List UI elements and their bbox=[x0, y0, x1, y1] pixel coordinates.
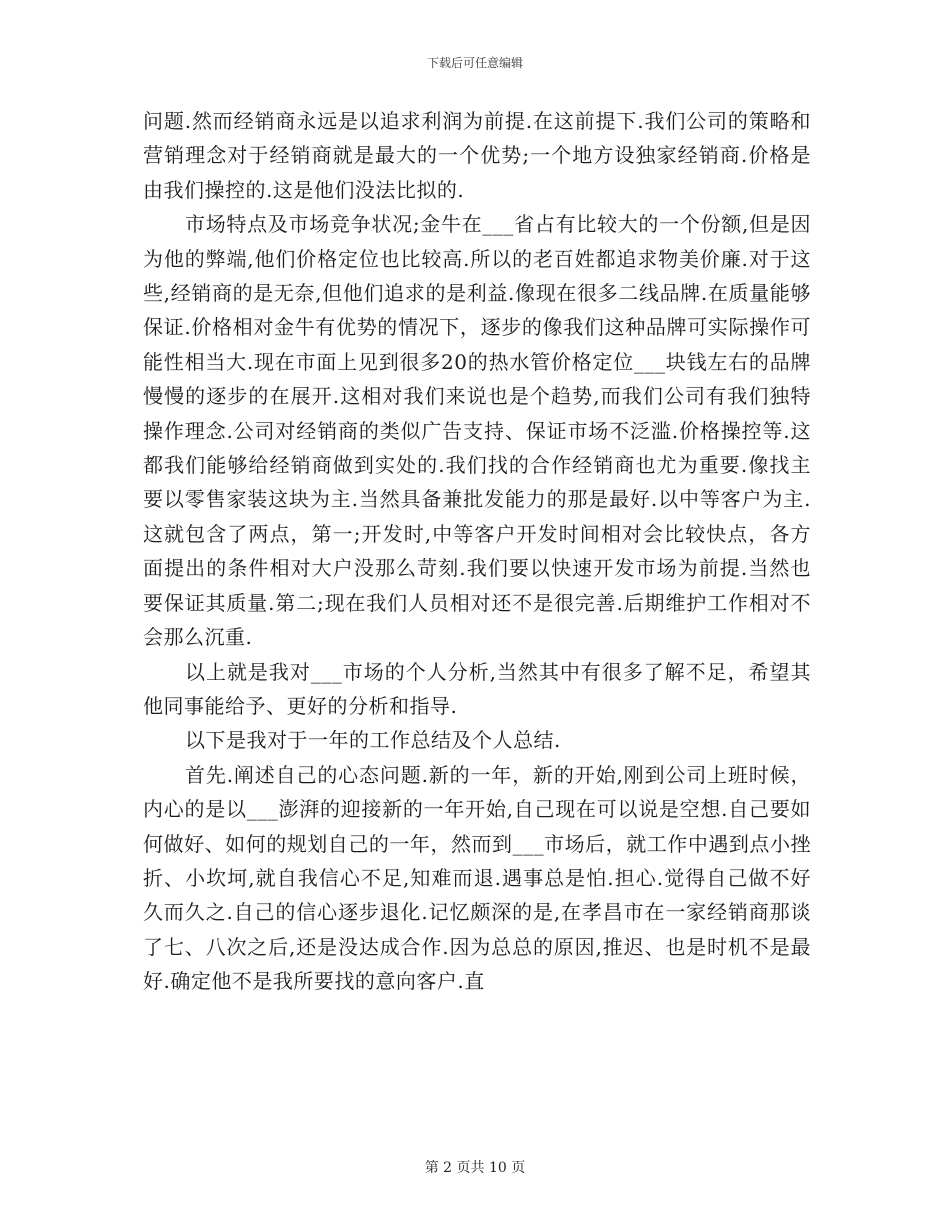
paragraph-summary-intro: 以下是我对于一年的工作总结及个人总结. bbox=[185, 728, 561, 753]
paragraph-market-analysis: 市场特点及市场竞争状况;金牛在___省占有比较大的一个份额,但是因为他的弊端,他们价格定位也比较高.所以的老百姓都追求物美价廉.对于这些,经销商的是无奈,但他们追求的是利益.像现在很多二线品牌.在质量能够保证.价格相对金牛有优势的情况下，逐步的像我们这种品牌可实际操作可能性相当大.现在市面上见到很多20的热水管价格定位___块钱左右的品牌慢慢的逐步的在展开.这相对我们来说也是个趋势,而我们公司有我们独特操作理念.公司对经销商的类似广告支持、保证市场不泛滥.价格操控等.这都我们能够给经销商做到实处的.我们找的合作经销商也尤为重要.像找主要以零售家装这块为主.当然具备兼批发能力的那是最好.以中等客户为主.这就包含了两点，第一;开发时,中等客户开发时间相对会比较快点，各方面提出的条件相对大户没那么苛刻.我们要以快速开发市场为前提.当然也要保证其质量.第二;现在我们人员相对还不是很完善.后期维护工作相对不会那么沉重. bbox=[143, 212, 811, 650]
paragraph-conclusion: 以上就是我对___市场的个人分析,当然其中有很多了解不足，希望其他同事能给予、更好的分析和指导. bbox=[143, 659, 811, 718]
paragraph-mindset: 首先.阐述自己的心态问题.新的一年，新的开始,刚到公司上班时候，内心的是以___澎湃的迎接新的一年开始,自己现在可以说是空想.自己要如何做好、如何的规划自己的一年，然而到___市场后，就工作中遇到点小挫折、小坎坷,就自我信心不足,知难而退.遇事总是怕.担心.觉得自己做不好久而久之.自己的信心逐步退化.记忆颇深的是,在孝昌市在一家经销商那谈了七、八次之后,还是没达成合作.因为总总的原因,推迟、也是时机不是最好.确定他不是我所要找的意向客户.直 bbox=[143, 762, 811, 994]
paragraph-continuation: 问题.然而经销商永远是以追求利润为前提.在这前提下.我们公司的策略和营销理念对于经销商就是最大的一个优势;一个地方设独家经销商.价格是由我们操控的.这是他们没法比拟的. bbox=[143, 109, 811, 202]
document-body bbox=[143, 104, 811, 999]
page-header: 下载后可任意编辑 bbox=[426, 56, 523, 70]
page-footer: 第 2 页共 10 页 bbox=[424, 1160, 526, 1176]
